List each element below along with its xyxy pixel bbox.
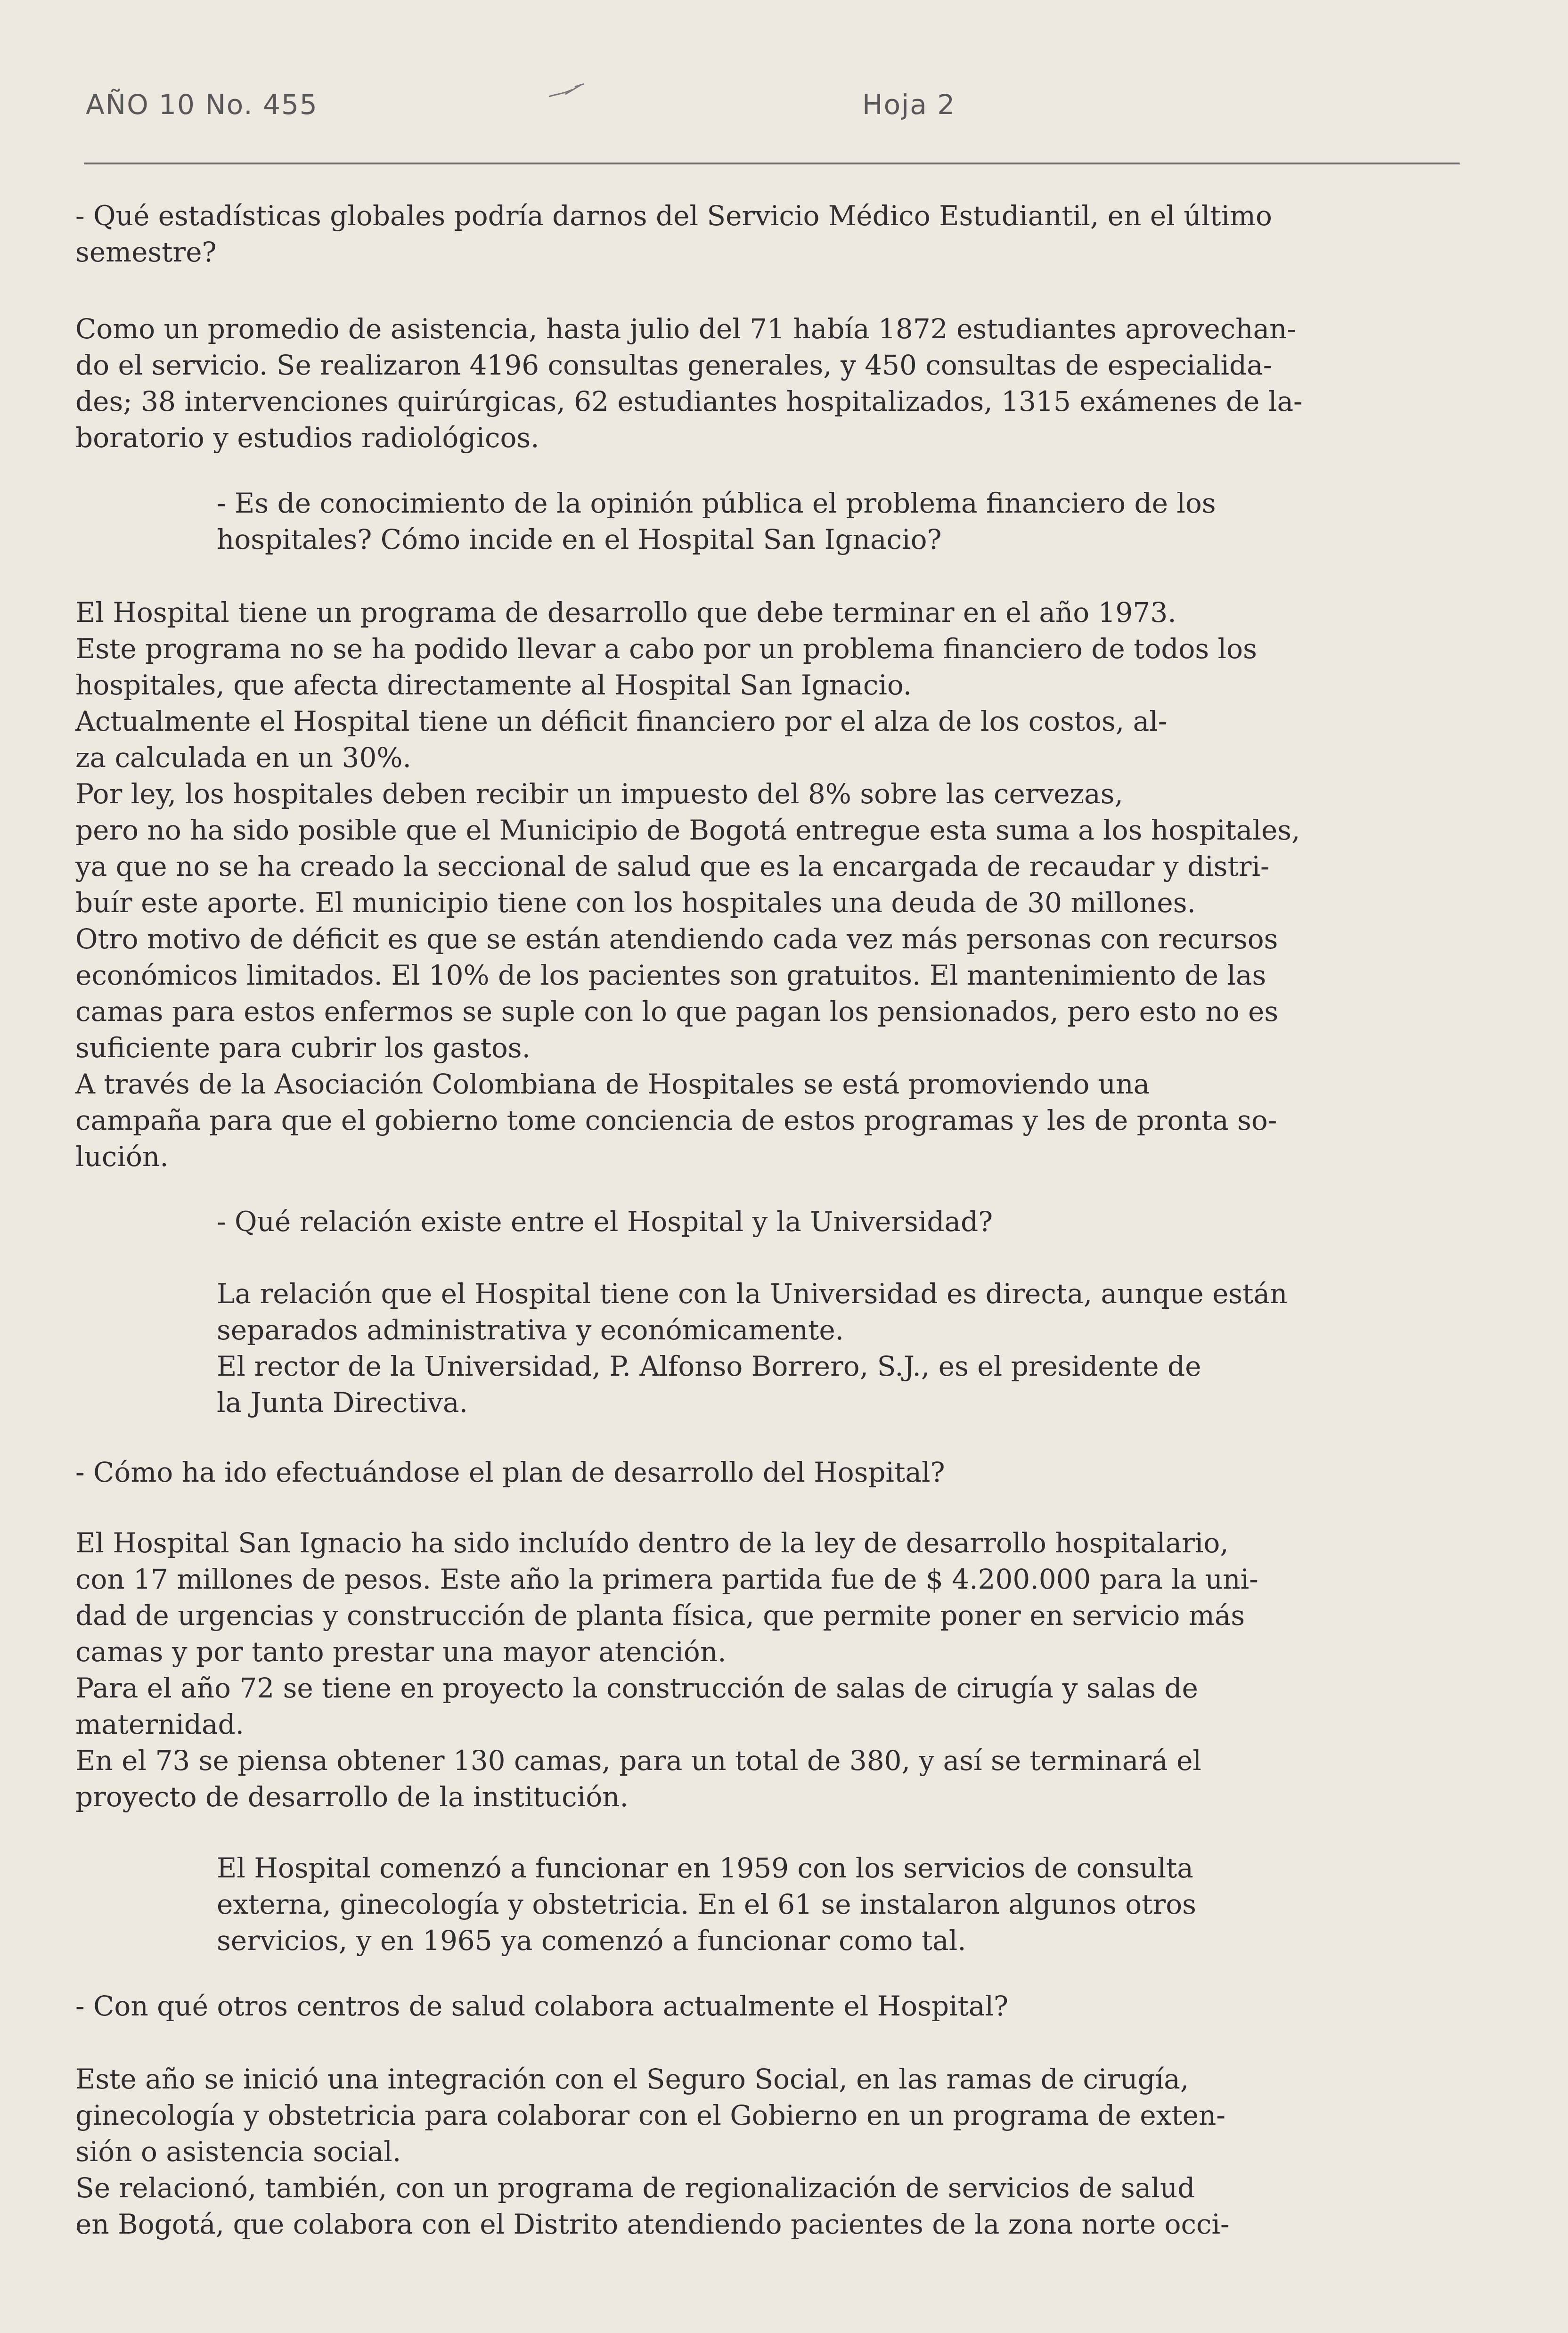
text-line: hospitales, que afecta directamente al Hospital San Ignacio. (75, 669, 912, 701)
text-line: económicos limitados. El 10% de los pacientes son gratuitos. El mantenimiento de las (75, 959, 1266, 991)
issue-number: AÑO 10 No. 455 (86, 89, 318, 121)
text-line: - Cómo ha ido efectuándose el plan de desarrollo del Hospital? (75, 1456, 945, 1488)
text-line: separados administrativa y económicamente. (217, 1314, 844, 1346)
text-line: Este programa no se ha podido llevar a cabo por un problema financiero de todos los (75, 633, 1257, 665)
text-line: camas y por tanto prestar una mayor atención. (75, 1636, 727, 1668)
answer-2 (75, 595, 1484, 1175)
text-line: la Junta Directiva. (217, 1387, 468, 1419)
text-line: lución. (75, 1141, 169, 1173)
text-line: - Es de conocimiento de la opinión pública el problema financiero de los (217, 487, 1216, 519)
text-line: en Bogotá, que colabora con el Distrito atendiendo pacientes de la zona norte occi- (75, 2208, 1230, 2240)
text-line: hospitales? Cómo incide en el Hospital San Ignacio? (217, 523, 942, 555)
header-rule (84, 163, 1460, 164)
answer-5 (217, 1850, 1442, 1959)
text-line: ginecología y obstetricia para colaborar con el Gobierno en un programa de exten- (75, 2099, 1225, 2131)
text-line: - Qué estadísticas globales podría darnos del Servicio Médico Estudiantil, en el último (75, 200, 1272, 232)
answer-6 (75, 2061, 1484, 2243)
text-line: A través de la Asociación Colombiana de Hospitales se está promoviendo una (75, 1068, 1150, 1100)
text-line: El Hospital comenzó a funcionar en 1959 con los servicios de consulta (217, 1852, 1193, 1884)
answer-3 (217, 1276, 1442, 1421)
text-line: servicios, y en 1965 ya comenzó a funcionar como tal. (217, 1925, 966, 1957)
question-5 (75, 1988, 1484, 2024)
text-line: do el servicio. Se realizaron 4196 consultas generales, y 450 consultas de especialida- (75, 349, 1273, 381)
text-line: dad de urgencias y construcción de planta física, que permite poner en servicio más (75, 1599, 1245, 1631)
text-line: El Hospital San Ignacio ha sido incluído dentro de la ley de desarrollo hospitalario, (75, 1527, 1229, 1559)
question-2 (217, 485, 1442, 558)
text-line: campaña para que el gobierno tome conciencia de estos programas y les de pronta so- (75, 1104, 1277, 1136)
text-line: La relación que el Hospital tiene con la Universidad es directa, aunque están (217, 1278, 1288, 1310)
text-line: con 17 millones de pesos. Este año la primera partida fue de $ 4.200.000 para la uni- (75, 1563, 1258, 1595)
text-line: Actualmente el Hospital tiene un déficit financiero por el alza de los costos, al- (75, 705, 1168, 737)
text-line: - Qué relación existe entre el Hospital y la Universidad? (217, 1206, 993, 1238)
text-line: maternidad. (75, 1708, 245, 1740)
text-line: Este año se inició una integración con el Seguro Social, en las ramas de cirugía, (75, 2063, 1189, 2095)
text-line: boratorio y estudios radiológicos. (75, 422, 539, 454)
answer-1 (75, 311, 1484, 456)
question-3 (217, 1204, 1442, 1240)
text-line: Como un promedio de asistencia, hasta julio del 71 había 1872 estudiantes aprovechan- (75, 313, 1297, 345)
text-line: Para el año 72 se tiene en proyecto la construcción de salas de cirugía y salas de (75, 1672, 1198, 1704)
question-4 (75, 1454, 1484, 1491)
text-line: za calculada en un 30%. (75, 742, 411, 774)
ink-mark (547, 80, 589, 104)
text-line: Por ley, los hospitales deben recibir un impuesto del 8% sobre las cervezas, (75, 778, 1123, 810)
text-line: En el 73 se piensa obtener 130 camas, para un total de 380, y así se terminará el (75, 1745, 1201, 1777)
text-line: proyecto de desarrollo de la institución. (75, 1781, 629, 1813)
text-line: ya que no se ha creado la seccional de salud que es la encargada de recaudar y distri- (75, 850, 1270, 882)
text-line: - Con qué otros centros de salud colabora actualmente el Hospital? (75, 1990, 1009, 2022)
answer-4 (75, 1525, 1484, 1815)
sheet-number: Hoja 2 (862, 89, 956, 121)
text-line: El rector de la Universidad, P. Alfonso Borrero, S.J., es el presidente de (217, 1350, 1201, 1382)
text-line: semestre? (75, 236, 217, 268)
text-line: El Hospital tiene un programa de desarrollo que debe terminar en el año 1973. (75, 596, 1176, 628)
text-line: pero no ha sido posible que el Municipio de Bogotá entregue esta suma a los hospitales, (75, 814, 1300, 846)
question-1 (75, 198, 1484, 270)
text-line: externa, ginecología y obstetricia. En el 61 se instalaron algunos otros (217, 1888, 1196, 1920)
text-line: suficiente para cubrir los gastos. (75, 1032, 531, 1064)
text-line: Otro motivo de déficit es que se están atendiendo cada vez más personas con recursos (75, 923, 1278, 955)
text-line: des; 38 intervenciones quirúrgicas, 62 estudiantes hospitalizados, 1315 exámenes de la- (75, 385, 1303, 417)
text-line: camas para estos enfermos se suple con lo que pagan los pensionados, pero esto no es (75, 995, 1279, 1028)
text-line: buír este aporte. El municipio tiene con los hospitales una deuda de 30 millones. (75, 887, 1196, 919)
text-line: sión o asistencia social. (75, 2136, 401, 2168)
text-line: Se relacionó, también, con un programa de regionalización de servicios de salud (75, 2172, 1195, 2204)
